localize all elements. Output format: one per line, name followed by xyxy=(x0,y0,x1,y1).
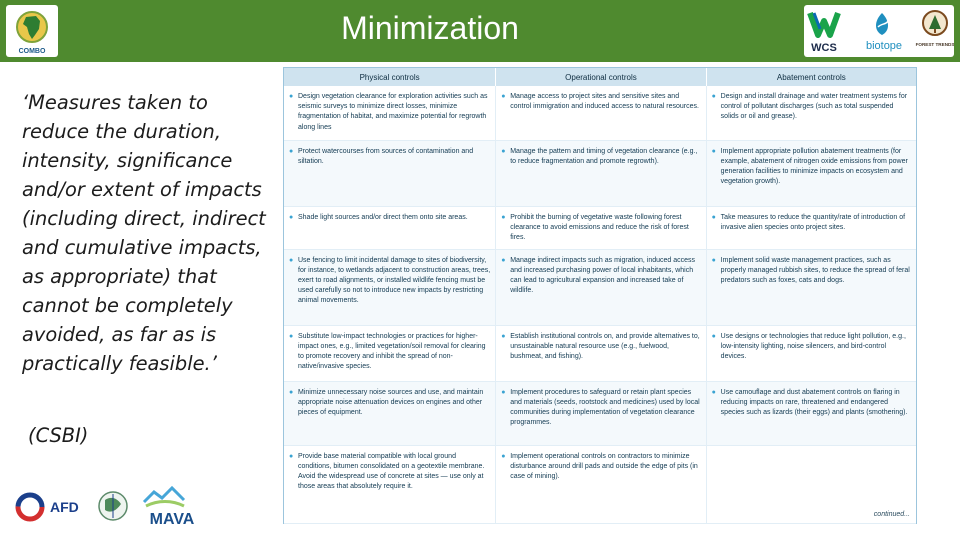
biotope-logo-text: biotope xyxy=(865,40,903,52)
continued-note: continued... xyxy=(873,511,910,518)
bullet-icon: ● xyxy=(501,452,506,460)
column-header-abatement-controls: Abatement controls xyxy=(706,68,916,86)
bullet-icon: ● xyxy=(289,452,294,460)
quote-source: (CSBI) xyxy=(28,424,89,447)
table-cell: ● Manage access to project sites and sensitive sites and control immigration and induced access to natural resources. xyxy=(496,86,706,140)
bullet-icon: ● xyxy=(711,256,716,264)
afd-logo xyxy=(18,495,79,519)
table-row xyxy=(284,140,916,206)
bullet-icon: ● xyxy=(711,213,716,221)
table-cell: ● Implement appropriate pollution abatement treatments (for example, abatement of nitrogen oxide emissions from power generation facilities to minimize impacts on ecosystem and vegetation growth). xyxy=(706,140,916,206)
table-cell: ● Use designs or technologies that reduce light pollution, e.g., low-intensity lighting, noise silencers, and bird-control devices. xyxy=(706,325,916,381)
forest-trends-logo-text: FOREST TRENDS xyxy=(915,42,954,47)
bullet-icon: ● xyxy=(711,332,716,340)
bullet-icon: ● xyxy=(501,332,506,340)
table-cell: ● Implement solid waste management practices, such as properly managed rubbish sites, to reduce the spread of feral predators such as foxes, cats and dogs. xyxy=(706,249,916,325)
bullet-icon: ● xyxy=(711,388,716,396)
bullet-icon: ● xyxy=(501,388,506,396)
bullet-icon: ● xyxy=(711,147,716,155)
bullet-icon: ● xyxy=(501,213,506,221)
table-row xyxy=(284,86,916,140)
bullet-icon: ● xyxy=(289,388,294,396)
combo-logo xyxy=(6,5,58,57)
table-cell: ● Minimize unnecessary noise sources and use, and maintain appropriate noise attenuation devices on engines and other pieces of equipment. xyxy=(284,381,496,445)
table-cell: ● Take measures to reduce the quantity/rate of introduction of invasive alien species onto project sites. xyxy=(706,206,916,249)
biotope-logo xyxy=(866,13,902,52)
table-cell: ● Implement operational controls on contractors to minimize disturbance around drill pads and outside the edge of pits (in case of mining). xyxy=(496,445,706,523)
mava-logo-text: MAVA xyxy=(149,511,195,528)
table-header-row xyxy=(284,68,916,86)
bullet-icon: ● xyxy=(501,147,506,155)
table-cell: ● Use fencing to limit incidental damage to sites of biodiversity, for instance, to wetlands adjacent to construction areas, trees, exert to road alignments, or installed wildlife fencing must be used carefully so not to introduce new impacts by restricting animal movements. xyxy=(284,249,496,325)
table-row xyxy=(284,445,916,523)
bullet-icon: ● xyxy=(289,332,294,340)
combo-logo-text: COMBO xyxy=(18,48,46,55)
table-cell: ● Provide base material compatible with local ground conditions, bitumen consolidated on a geotextile membrane. Avoid the widespread use of concrete at sites — use only at those areas that absolutely require it. xyxy=(284,445,496,523)
table-cell: ● Protect watercourses from sources of contamination and siltation. xyxy=(284,140,496,206)
table-cell: ● Prohibit the burning of vegetative waste following forest clearance to avoid emissions and reduce the risk of forest fires. xyxy=(496,206,706,249)
bullet-icon: ● xyxy=(711,93,716,100)
column-header-operational-controls: Operational controls xyxy=(496,68,706,86)
mava-logo xyxy=(144,488,195,528)
wcs-logo xyxy=(810,13,838,54)
table-cell: ● Manage indirect impacts such as migration, induced access and increased purchasing power of local inhabitants, which can lead to agricultural expansion and increased take of wildlife. xyxy=(496,249,706,325)
partner-logos-bottom xyxy=(12,484,212,530)
wcs-logo-text: WCS xyxy=(811,42,837,54)
bullet-icon: ● xyxy=(289,93,294,100)
bullet-icon: ● xyxy=(501,93,506,100)
table-cell: ● Manage the pattern and timing of vegetation clearance (e.g., to reduce fragmentation and promote regrowth). xyxy=(496,140,706,206)
bullet-icon: ● xyxy=(289,147,294,155)
afd-logo-text: AFD xyxy=(50,499,79,515)
table-row xyxy=(284,325,916,381)
minimization-definition-quote: ‘Measures taken to reduce the duration, intensity, significance and/or extent of impacts (including direct, indirect and cumulative impacts, as appropriate) that cannot be completely avoided, as far as is practically feasible.’ xyxy=(22,91,266,375)
column-header-physical-controls: Physical controls xyxy=(284,68,496,86)
bullet-icon: ● xyxy=(289,256,294,264)
table-cell: ● Implement procedures to safeguard or retain plant species and materials (seeds, rootstock and medicines) used by local communities during implementation of vegetation clearance programmes. xyxy=(496,381,706,445)
table-row xyxy=(284,381,916,445)
forest-trends-logo xyxy=(916,11,954,47)
slide-title: Minimization xyxy=(341,10,519,46)
bullet-icon: ● xyxy=(501,256,506,264)
table-cell: ● Shade light sources and/or direct them onto site areas. xyxy=(284,206,496,249)
table-cell: ● Substitute low-impact technologies or practices for higher-impact ones, e.g., limited vegetation/soil removal for clearing to promote recovery and inhibit the spread of non-native/invasive species. xyxy=(284,325,496,381)
table-cell: ● Establish institutional controls on, and provide alternatives to, unsustainable natural resource use (e.g., fuelwood, bushmeat, and fishing). xyxy=(496,325,706,381)
minimization-controls-table xyxy=(283,67,917,524)
table-cell: ● Design and install drainage and water treatment systems for control of pollutant discharges (such as total suspended solids or oil and grease). xyxy=(706,86,916,140)
table-row xyxy=(284,249,916,325)
table-row xyxy=(284,206,916,249)
partner-logos-top xyxy=(804,5,954,57)
ffem-logo xyxy=(99,492,127,520)
table-cell: ● Use camouflage and dust abatement controls on flaring in reducing impacts on rare, threatened and endangered species such as lizards (their eggs) and plants (smothering). xyxy=(706,381,916,445)
table-cell: ● Design vegetation clearance for exploration activities such as seismic surveys to minimize direct losses, minimize fragmentation of habitat, and maximize potential for regrowth along lines xyxy=(284,86,496,140)
bullet-icon: ● xyxy=(289,213,294,221)
